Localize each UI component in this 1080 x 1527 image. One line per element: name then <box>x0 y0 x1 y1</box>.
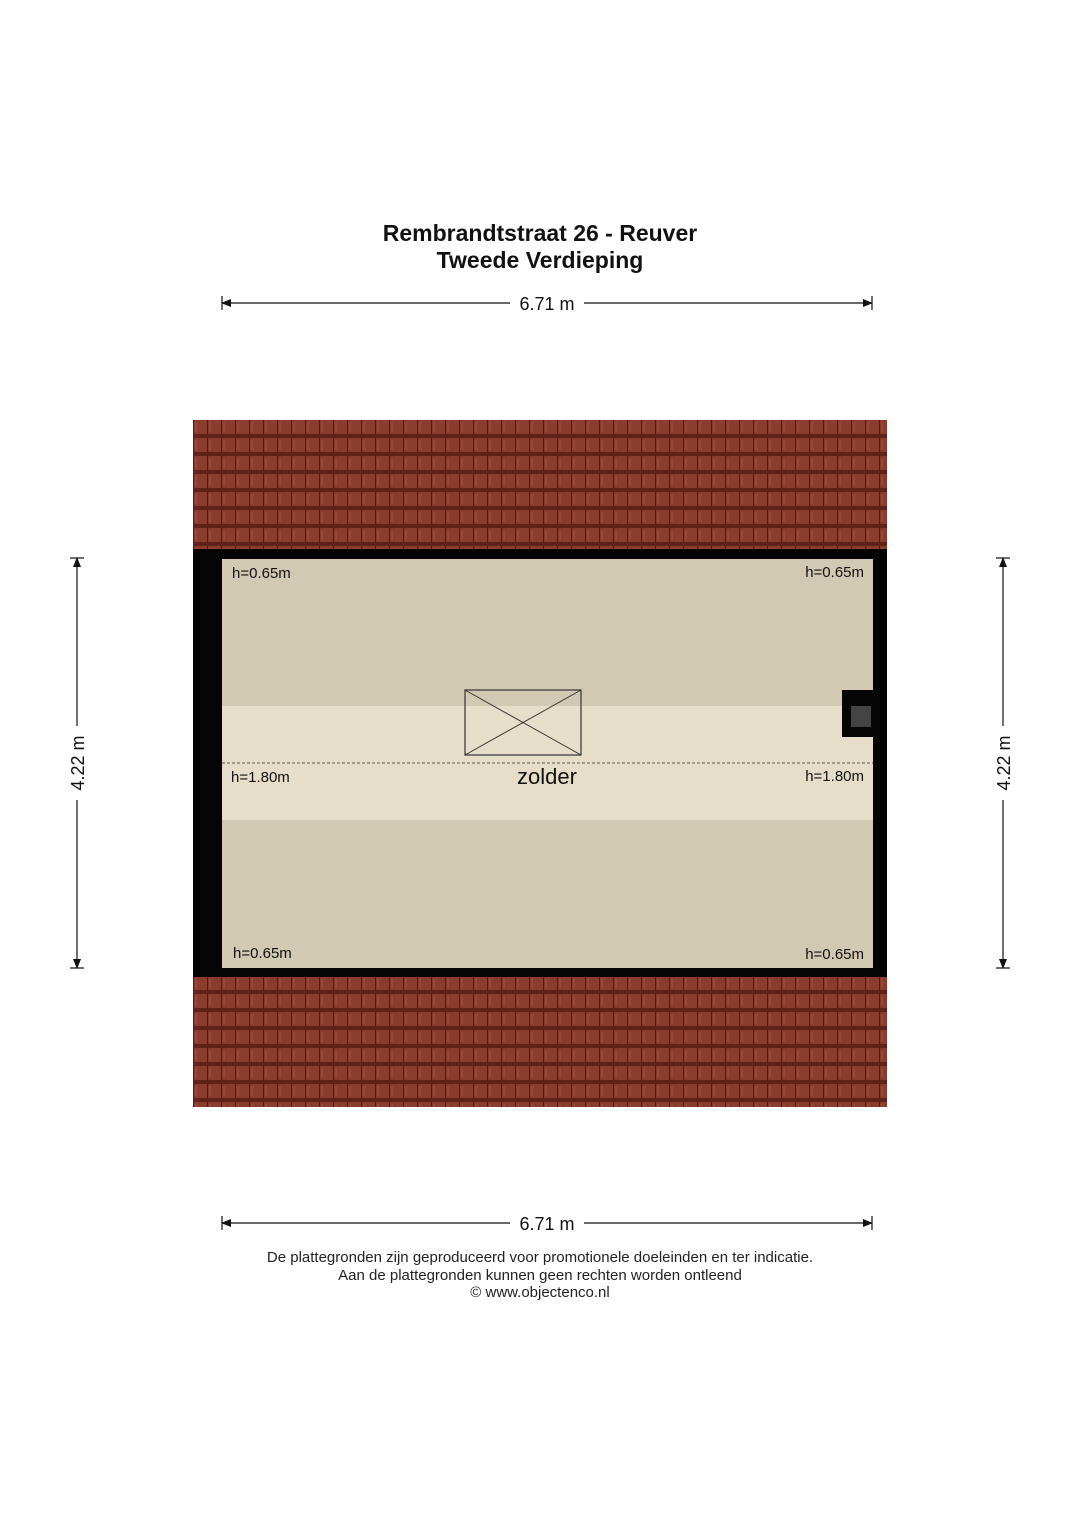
height-mid-right: h=1.80m <box>805 768 864 785</box>
plan-floor-title: Tweede Verdieping <box>436 247 644 273</box>
roof-tiles-bottom <box>193 976 887 1107</box>
dimension-left <box>68 558 88 968</box>
height-top-right: h=0.65m <box>805 564 864 581</box>
dimension-left-label: 4.22 m <box>68 735 88 791</box>
height-bottom-left: h=0.65m <box>233 945 292 962</box>
dimension-right-label: 4.22 m <box>994 735 1014 791</box>
height-mid-left: h=1.80m <box>231 769 290 786</box>
chimney-icon <box>842 690 877 737</box>
height-bottom-right: h=0.65m <box>805 946 864 963</box>
copyright-line: © www.objectenco.nl <box>470 1284 610 1301</box>
dimension-right <box>994 558 1014 968</box>
room-label: zolder <box>517 764 577 789</box>
roof-tiles-top <box>193 420 887 550</box>
dimension-bottom <box>222 1214 872 1234</box>
disclaimer-line-1: De plattegronden zijn geproduceerd voor promotionele doeleinden en ter indicatie. <box>266 1249 814 1266</box>
dimension-top-label: 6.71 m <box>519 294 575 314</box>
dimension-top <box>222 294 872 314</box>
height-top-left: h=0.65m <box>232 565 291 582</box>
disclaimer-line-2: Aan de plattegronden kunnen geen rechten worden ontleend <box>338 1267 742 1284</box>
dimension-bottom-label: 6.71 m <box>519 1214 575 1234</box>
plan-address-title: Rembrandtstraat 26 - Reuver <box>382 220 698 246</box>
